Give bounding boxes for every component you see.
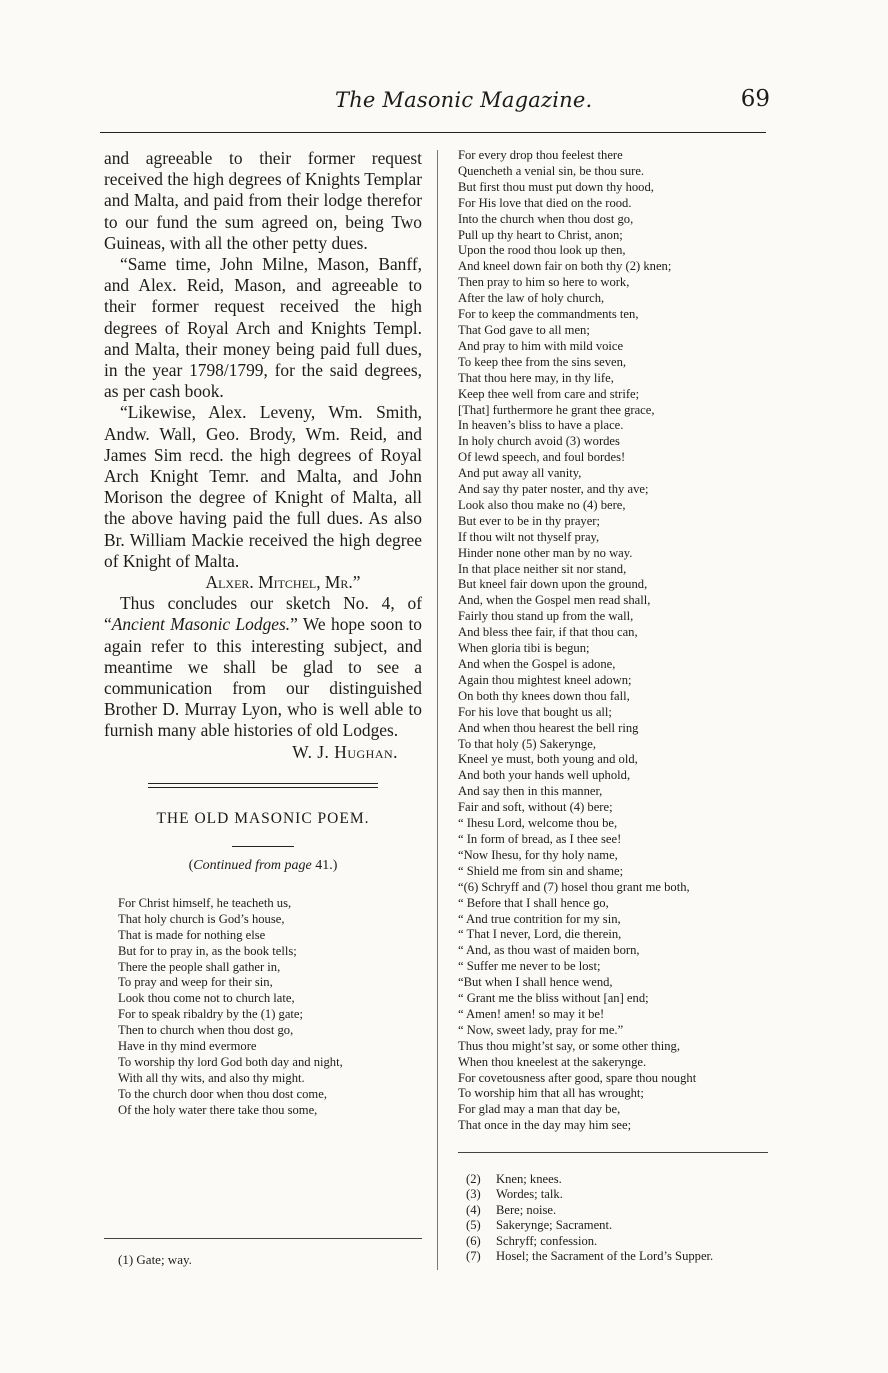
footnote-item [466,1234,713,1249]
footnote-number: (2) [466,1172,481,1186]
poem-line: “ Shield me from sin and shame; [458,863,624,878]
poem-line: That God gave to all men; [458,322,590,337]
poem-line: To pray and weep for their sin, [118,975,273,990]
poem-line: For to speak ribaldry by the (1) gate; [118,1007,304,1022]
footnote-left: (1) Gate; way. [118,1252,192,1267]
poem-line: Keep thee well from care and strife; [458,386,640,401]
poem-line: Pull up thy heart to Christ, anon; [458,227,623,242]
poem-line: And when the Gospel is adone, [458,657,616,671]
poem-line: But ever to be in thy prayer; [458,513,600,528]
poem-line: “ Before that I shall hence go, [458,895,609,910]
poem-line: “But when I shall hence wend, [458,975,613,990]
poem-line: In holy church avoid (3) wordes [458,434,620,449]
poem-line: And pray to him with mild voice [458,338,624,353]
footnote-number: (4) [466,1202,481,1217]
poem-line: “ Suffer me never to be lost; [458,959,601,974]
footnote-number: (3) [466,1187,481,1202]
poem-line: Of lewd speech, and foul bordes! [458,450,626,465]
footnote-number: (7) [466,1249,481,1264]
poem-line: That holy church is God’s house, [118,911,285,926]
poem-line: Kneel ye must, both young and old, [458,752,638,767]
poem-line: Look also thou make no (4) bere, [458,497,626,512]
poem-line: In heaven’s bliss to have a place. [458,418,624,433]
poem-line: And kneel down fair on both thy (2) knen; [458,259,672,274]
footnote-text: Bere; noise. [496,1202,557,1217]
signature-mitchel: Alxer. Mitchel, Mr.” [205,572,361,593]
poem-line: Of the holy water there take thou some, [118,1102,318,1117]
footnote-item [466,1218,713,1233]
section-separator [148,783,378,788]
poem-line: That once in the day may him see; [458,1118,632,1133]
poem-title: THE OLD MASONIC POEM. [156,809,370,827]
footnote-text: Hosel; the Sacrament of the Lord’s Supper. [496,1249,714,1264]
poem-line: For covetousness after good, spare thou nought [458,1070,697,1085]
footnote-rule-right [458,1152,768,1153]
footnote-item [466,1249,713,1264]
page-number: 69 [740,86,770,112]
footnotes-right [466,1172,713,1264]
poem-line: With all thy wits, and also thy might. [118,1070,305,1085]
poem-line: Hinder none other man by no way. [458,545,633,560]
signature-hughan: W. J. Hughan. [292,741,398,762]
poem-line: Again thou mightest kneel adown; [458,672,632,687]
poem-line: “(6) Schryff and (7) hosel thou grant me both, [458,879,690,894]
running-header [100,88,770,128]
poem-line: For to keep the commandments ten, [458,307,639,322]
footnote-rule-left [104,1238,422,1239]
poem-line: Have in thy mind evermore [118,1039,257,1054]
poem-line: But kneel fair down upon the ground, [458,577,648,592]
poem-line: After the law of holy church, [458,291,605,306]
footnote-item [466,1187,713,1202]
poem-line: But for to pray in, as the book tells; [118,943,297,958]
poem-line: Fairly thou stand up from the wall, [458,609,634,624]
poem-line: For Christ himself, he teacheth us, [118,895,292,910]
poem-line: If thou wilt not thyself pray, [458,529,600,544]
poem-line: And bless thee fair, if that thou can, [458,625,638,640]
series-title: Ancient Masonic Lodges. [111,614,291,635]
poem-line: For his love that bought us all; [458,704,612,719]
footnote-text: Sakerynge; Sacrament. [496,1218,613,1233]
lodge-sketch-text [104,148,422,763]
poem-line: “Now Ihesu, for thy holy name, [458,847,618,862]
footnote-text: Schryff; confession. [496,1233,598,1248]
poem-line: “ In form of bread, as I thee see! [458,831,622,846]
poem-line: And when thou hearest the bell ring [458,720,639,735]
header-rule [100,132,766,133]
paragraph: and agreeable to their former request received the high degrees of Knights Templar and Malta, and paid from their lodge therefor to our fund the sum agreed on, being Two Guineas, with all the other petty dues. [104,148,422,253]
poem-line: Thus thou might’st say, or some other thing, [458,1038,681,1053]
poem-line: Fair and soft, without (4) bere; [458,800,613,815]
poem-line: When gloria tibi is begun; [458,641,590,656]
poem-line: Upon the rood thou look up then, [458,243,626,258]
poem-line: And both your hands well uphold, [458,768,631,783]
footnote-number: (5) [466,1218,481,1233]
poem-line: “ And, as thou wast of maiden born, [458,943,640,958]
footnote-item [466,1203,713,1218]
poem-line: And, when the Gospel men read shall, [458,593,651,608]
continued-note: (Continued from page 41.) [188,857,338,873]
poem-line: “ Grant me the bliss without [an] end; [458,991,649,1006]
footnote-text: Wordes; talk. [496,1187,563,1202]
poem-line: Then pray to him so here to work, [458,275,630,290]
poem-line: On both thy knees down thou fall, [458,688,630,703]
poem-line: To that holy (5) Sakerynge, [458,736,596,751]
poem-lines-left [104,896,422,1119]
footnote-item [466,1172,713,1187]
poem-line: For every drop thou feelest there [458,148,623,162]
poem-line: To the church door when thou dost come, [118,1086,327,1101]
poem-lines-right [458,148,778,1134]
poem-line: That is made for nothing else [118,927,266,942]
poem-line: Into the church when thou dost go, [458,211,634,226]
poem-line: There the people shall gather in, [118,959,281,974]
footnote-number: (6) [466,1233,481,1248]
column-divider [437,150,438,1270]
title-rule [232,846,294,847]
footnote-text: Knen; knees. [496,1172,562,1186]
poem-line: “ Amen! amen! so may it be! [458,1006,605,1021]
poem-line: And put away all vanity, [458,466,582,481]
poem-line: To worship thy lord God both day and night, [118,1054,343,1069]
poem-line: And say then in this manner, [458,784,603,799]
magazine-title: The Masonic Magazine. [335,88,593,112]
poem-line: And say thy pater noster, and thy ave; [458,482,649,497]
paragraph: “Likewise, Alex. Leveny, Wm. Smith, Andw. Wall, Geo. Brody, Wm. Reid, and James Sim recd. the high degrees of Royal Arch Knight Temr. and Malta, and John Morison the degree of Knight of Malta, all the above having paid the full dues. As also Br. William Mackie received the high degree of Knight of Malta. [104,402,422,571]
right-column [458,148,778,1134]
poem-line: “ Now, sweet lady, pray for me.” [458,1022,624,1037]
poem-line: For glad may a man that day be, [458,1102,621,1117]
poem-line: That thou here may, in thy life, [458,370,614,385]
poem-line: When thou kneelest at the sakerynge. [458,1054,647,1069]
poem-line: Look thou come not to church late, [118,991,295,1006]
poem-line: In that place neither sit nor stand, [458,561,627,576]
poem-line: [That] furthermore he grant thee grace, [458,402,655,417]
poem-line: To keep thee from the sins seven, [458,354,627,369]
poem-line: “ And true contrition for my sin, [458,911,621,926]
poem-line: For His love that died on the rood. [458,195,632,210]
poem-line: To worship him that all has wrought; [458,1086,644,1101]
closing-paragraph: Thus concludes our sketch No. 4, of “Ancient Masonic Lodges.” We hope soon to again refer to this interesting subject, and meantime we shall be glad to see a communication from our distinguished Brother D. Murray Lyon, who is well able to furnish many able histories of old Lodges. [104,593,422,741]
poem-line: Then to church when thou dost go, [118,1023,294,1038]
poem-line: But first thou must put down thy hood, [458,179,654,194]
poem-line: Quencheth a venial sin, be thou sure. [458,163,645,178]
left-column [104,148,422,1119]
poem-line: “ That I never, Lord, die therein, [458,927,622,942]
paragraph: “Same time, John Milne, Mason, Banff, and Alex. Reid, Mason, and agreeable to their former request received the high degrees of Royal Arch and Knights Templ. and Malta, their money being paid full dues, in the year 1798/1799, for the said degrees, as per cash book. [104,254,422,402]
poem-line: “ Ihesu Lord, welcome thou be, [458,816,618,831]
